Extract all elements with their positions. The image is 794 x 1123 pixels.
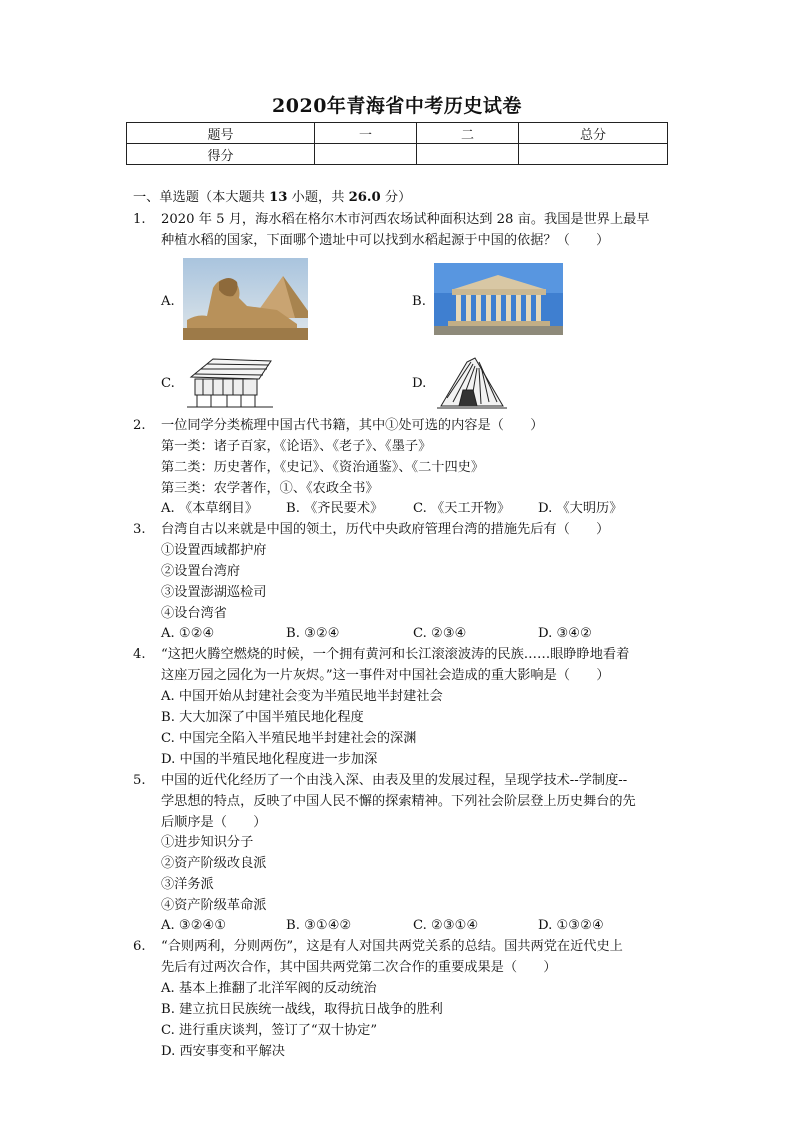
question-text-line: 第三类：农学著作，①、《农政全书》 [161, 481, 379, 496]
option-d[interactable]: D. 西安事变和平解决 [161, 1044, 285, 1059]
sphinx-pyramid-photo[interactable] [183, 258, 308, 340]
option-c[interactable]: C. ②③①④ [413, 918, 479, 933]
option-a[interactable]: A. 《本草纲目》 [161, 501, 259, 516]
option-d[interactable]: D. ①③②④ [538, 918, 604, 933]
question-text-line: ④资产阶级革命派 [161, 898, 267, 913]
option-d[interactable]: D. 《大明历》 [538, 501, 623, 516]
option-d[interactable]: D. 中国的半殖民地化程度进一步加深 [161, 752, 378, 767]
option-c[interactable]: C. 中国完全陷入半殖民地半封建社会的深渊 [161, 731, 417, 746]
question-text-line: 2020 年 5 月，海水稻在格尔木市河西农场试种面积达到 28 亩。我国是世界上最早 [161, 212, 650, 227]
section-question-count: 13 [269, 190, 288, 205]
question-text-line: ①设置西域都护府 [161, 543, 267, 558]
option-b[interactable]: B. 建立抗日民族统一战线，取得抗日战争的胜利 [161, 1002, 443, 1017]
score-cell-question-number: 题号 [127, 123, 315, 144]
option-label[interactable]: B. [412, 294, 426, 309]
option-c[interactable]: C. 《天工开物》 [413, 501, 511, 516]
section-heading [133, 188, 411, 208]
option-label[interactable]: A. [161, 294, 175, 309]
score-cell-label: 得分 [127, 144, 315, 165]
question-number: 5. [133, 773, 146, 788]
option-a[interactable]: A. 中国开始从封建社会变为半殖民地半封建社会 [161, 689, 443, 704]
option-c[interactable]: C. ②③④ [413, 626, 467, 641]
score-cell-blank[interactable] [417, 144, 519, 165]
option-label[interactable]: D. [412, 376, 427, 391]
section-heading-mid: 小题，共 [287, 190, 349, 205]
question-text-line: ③设置澎湖巡检司 [161, 585, 267, 600]
question-text-line: 这座万园之园化为一片灰烬。”这一事件对中国社会造成的重大影响是（ ） [161, 668, 610, 683]
option-c[interactable]: C. 进行重庆谈判，签订了“双十协定” [161, 1023, 378, 1038]
section-heading-prefix: 一、单选题（本大题共 [133, 190, 270, 205]
question-text-line: 中国的近代化经历了一个由浅入深、由表及里的发展过程，呈现学技术--学制度-- [161, 773, 628, 788]
option-a[interactable]: A. ①②④ [161, 626, 215, 641]
section-total-points: 26.0 [348, 190, 381, 205]
question-number: 6. [133, 939, 146, 954]
question-text-line: ②设置台湾府 [161, 564, 241, 579]
question-number: 1. [133, 212, 146, 227]
score-cell-part-two: 二 [417, 123, 519, 144]
question-text-line: 种植水稻的国家，下面哪个遗址中可以找到水稻起源于中国的依据？（ ） [161, 233, 610, 248]
option-b[interactable]: B. ③①④② [286, 918, 352, 933]
question-number: 3. [133, 522, 146, 537]
question-text-line: ②资产阶级改良派 [161, 856, 267, 871]
question-number: 2. [133, 418, 146, 433]
option-label[interactable]: C. [161, 376, 175, 391]
question-text-line: 第二类：历史著作，《史记》、《资治通鉴》、《二十四史》 [161, 460, 485, 475]
option-a[interactable]: A. 基本上推翻了北洋军阀的反动统治 [161, 981, 377, 996]
question-text-line: 第一类：诸子百家，《论语》、《老子》、《墨子》 [161, 439, 432, 454]
option-a[interactable]: A. ③②④① [161, 918, 227, 933]
question-text-line: ③洋务派 [161, 877, 214, 892]
option-b[interactable]: B. 《齐民要术》 [286, 501, 384, 516]
parthenon-photo[interactable] [434, 263, 563, 335]
score-cell-blank[interactable] [315, 144, 417, 165]
question-text-line: “这把火腾空燃烧的时候，一个拥有黄河和长江滚滚波涛的民族……眼睁睁地看着 [161, 647, 630, 662]
question-text-line: 一位同学分类梳理中国古代书籍，其中①处可选的内容是（ ） [161, 418, 544, 433]
option-d[interactable]: D. ③④② [538, 626, 592, 641]
score-cell-total: 总分 [519, 123, 668, 144]
score-table-score-row [127, 144, 668, 165]
stilt-house-drawing[interactable] [183, 355, 276, 410]
question-text-line: ①进步知识分子 [161, 835, 254, 850]
question-text-line: 学思想的特点，反映了中国人民不懈的探索精神。下列社会阶层登上历史舞台的先 [161, 794, 636, 809]
score-cell-part-one: 一 [315, 123, 417, 144]
score-table-header-row [127, 123, 668, 144]
thatched-hut-drawing[interactable] [437, 354, 507, 414]
page-title: 2020年青海省中考历史试卷 [272, 95, 522, 117]
question-text-line: 后顺序是（ ） [161, 815, 267, 830]
option-b[interactable]: B. ③②④ [286, 626, 340, 641]
question-text-line: ④设台湾省 [161, 606, 227, 621]
section-heading-suffix: 分） [380, 190, 412, 205]
question-text-line: “合则两利，分则两伤”，这是有人对国共两党关系的总结。国共两党在近代史上 [161, 939, 623, 954]
question-text-line: 台湾自古以来就是中国的领土，历代中央政府管理台湾的措施先后有（ ） [161, 522, 610, 537]
question-number: 4. [133, 647, 146, 662]
score-table [126, 122, 668, 165]
score-cell-blank[interactable] [519, 144, 668, 165]
question-text-line: 先后有过两次合作，其中国共两党第二次合作的重要成果是（ ） [161, 960, 557, 975]
option-b[interactable]: B. 大大加深了中国半殖民地化程度 [161, 710, 364, 725]
